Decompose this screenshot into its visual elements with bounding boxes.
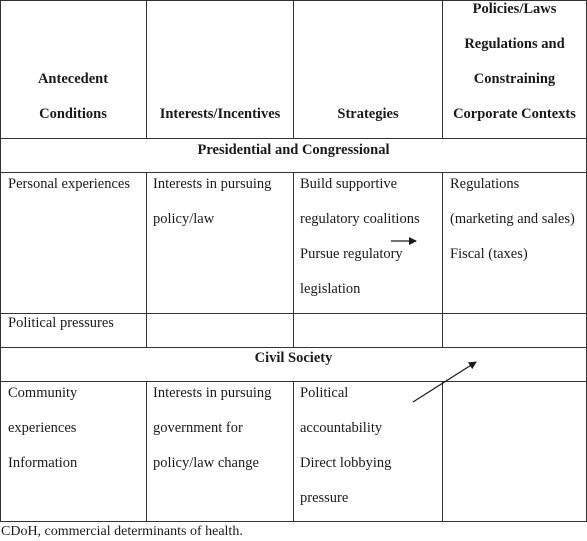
presidential-interests-line2: policy/law <box>153 211 215 227</box>
header-policies-line3: Constraining <box>473 71 556 87</box>
civil-interests-line2: government for <box>153 420 243 436</box>
presidential-strategies-line4: legislation <box>300 281 361 297</box>
civil-interests-line1: Interests in pursuing <box>153 385 272 401</box>
header-policies-line1: Policies/Laws <box>472 1 557 17</box>
civil-strategies-line3: Direct lobbying <box>300 455 392 471</box>
header-interests: Interests/Incentives <box>159 106 281 122</box>
civil-strategies-line2: accountability <box>300 420 383 436</box>
header-strategies: Strategies <box>337 106 399 122</box>
presidential-antecedent-2: Political pressures <box>8 315 114 331</box>
header-policies-line2: Regulations and <box>464 36 565 52</box>
presidential-strategies-line2: regulatory coalitions <box>300 211 420 227</box>
civil-antecedent-line1: Community <box>8 385 78 401</box>
civil-strategies-line4: pressure <box>300 490 349 506</box>
presidential-strategies-line3: Pursue regulatory <box>300 246 403 262</box>
presidential-policies-line1: Regulations <box>450 176 520 192</box>
header-antecedent-line1: Antecedent <box>37 71 109 87</box>
presidential-strategies-line1: Build supportive <box>300 176 398 192</box>
header-antecedent-line2: Conditions <box>39 106 107 122</box>
section-title-civil: Civil Society <box>254 350 333 366</box>
table-caption: CDoH, commercial determinants of health. <box>1 524 243 539</box>
presidential-policies-line3: Fiscal (taxes) <box>450 246 528 262</box>
presidential-antecedent: Personal experiences <box>8 176 130 192</box>
section-title-presidential: Presidential and Congressional <box>197 142 390 158</box>
civil-interests-line3: policy/law change <box>153 455 259 471</box>
presidential-policies-line2: (marketing and sales) <box>450 211 575 227</box>
arrow-civil-to-policies <box>413 362 476 402</box>
header-policies-line4: Corporate Contexts <box>453 106 576 122</box>
civil-antecedent-line3: Information <box>8 455 78 471</box>
civil-antecedent-line2: experiences <box>8 420 77 436</box>
civil-strategies-line1: Political <box>300 385 349 401</box>
presidential-interests-line1: Interests in pursuing <box>153 176 272 192</box>
